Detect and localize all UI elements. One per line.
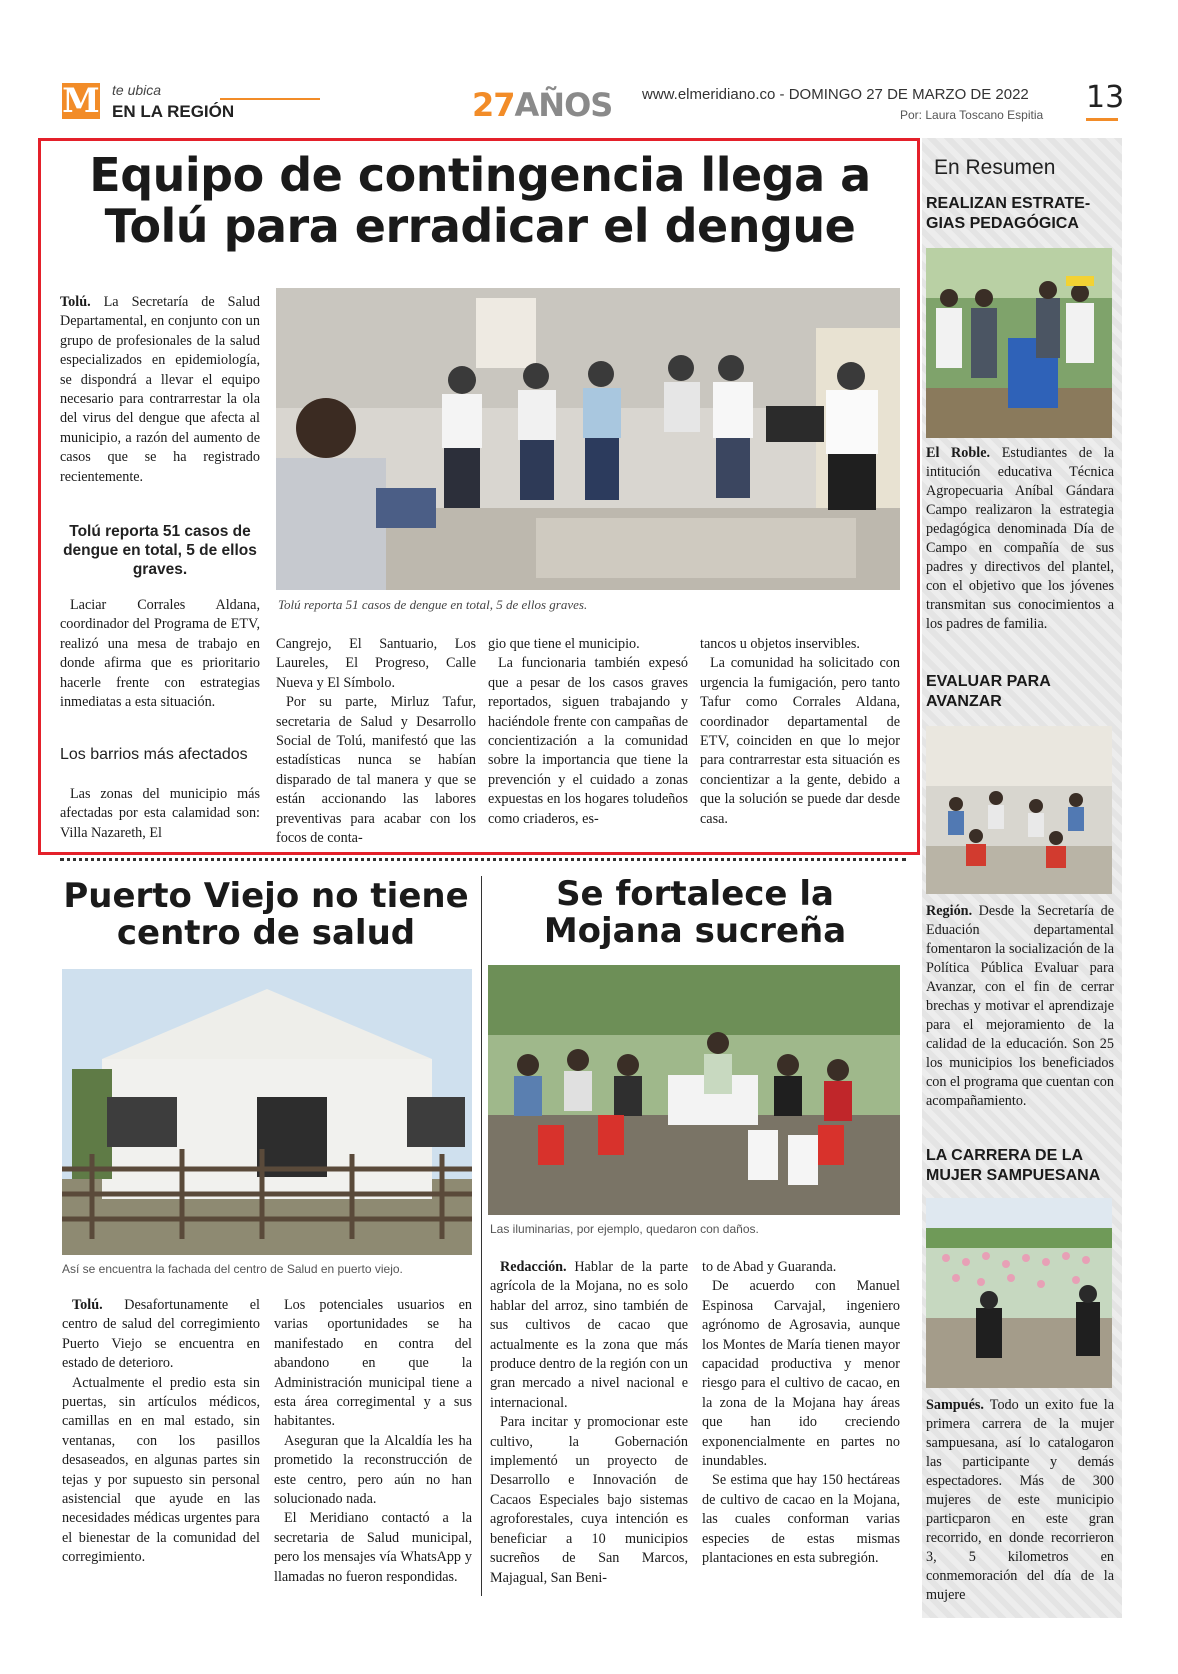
- mojana-paragraph-1: [490, 1258, 688, 1413]
- puerto-headline-line2: centro de salud: [116, 913, 416, 954]
- womens-race-illustration: [926, 1198, 1112, 1388]
- sidebar-item-3-heading: [926, 1146, 1116, 1186]
- sidebar-item-1-heading-line1: REALIZAN ESTRATE-: [926, 195, 1091, 212]
- puerto-col2: [274, 1296, 472, 1587]
- sidebar-item-3-photo: [926, 1198, 1112, 1388]
- byline: Por: Laura Toscano Espitia: [900, 108, 1044, 122]
- main-photo-caption: Tolú reporta 51 casos de dengue en total, 5 de ellos graves.: [278, 597, 588, 612]
- sidebar-item-3-heading-line2: MUJER SAMPUESANA: [926, 1167, 1101, 1184]
- pull-quote: Tolú reporta 51 casos de dengue en total, 5 de ellos graves.: [63, 523, 257, 578]
- puerto-paragraph-3: Los potenciales usuarios en varias oportunidades se ha manifestado en contra del abandono en que la Administración municipal tiene a esta área corregimental y a sus habitantes.: [274, 1297, 472, 1430]
- meeting-photo-illustration: [276, 288, 900, 590]
- sidebar-title: En Resumen: [934, 156, 1056, 179]
- section-divider: [60, 858, 906, 862]
- mojana-paragraph-2: Para incitar y promocionar este cultivo, la Gobernación implementó un proyecto de Desarrollo e Innovación de Cacaos Especiales bajo sistemas agroforestales, cuya intención es beneficiar a 10 municipios sucreños de San Marcos, Majagual, San Beni-: [490, 1414, 688, 1586]
- main-col4-text-2: La comunidad ha solicitado con urgencia la fumigación, pero tanto Tafur como Corrales Aldana, coordinador departamental de ETV, coinciden en que lo mejor para contrarrestar esta situación es concientizar a la gente, debido a que la solución se puede dar desde casa.: [700, 655, 900, 827]
- health-center-illustration: [62, 969, 472, 1255]
- main-col2-text-2: Por su parte, Mirluz Tafur, secretaria de Salud y Desarrollo Social de Tolú, manifestó que las estadísticas nunca se habían disparado de tal manera y que se están accionando las labores preventivas para acabar con los focos de conta-: [276, 694, 476, 847]
- main-story-col3: [488, 635, 688, 829]
- sidebar-item-3-heading-line1: LA CARRERA DE LA: [926, 1147, 1084, 1164]
- page-number: 13: [1086, 80, 1125, 115]
- column-rule: [481, 876, 482, 1596]
- sidebar-item-3-lead: Sampués.: [926, 1397, 984, 1413]
- puerto-text-1: Desafortunamente el centro de salud del corregimiento Puerto Viejo se encuentra en estado de deterioro.: [62, 1297, 260, 1372]
- page-number-rule: [1086, 118, 1118, 121]
- main-col3-text-2: La funcionaria también expesó que a pesar de los casos graves reportados, siguen trabajando y haciéndole frente con campañas de concientización a la comunidad sobre la importancia que tiene la prevención y el cuidado a zonas expuestas en los hogares toludeños como criaderos, es-: [488, 655, 688, 827]
- sidebar-item-2-lead: Región.: [926, 903, 973, 919]
- sidebar-item-2-photo: [926, 726, 1112, 894]
- farmers-meeting-illustration: [488, 965, 900, 1215]
- mojana-headline: [490, 876, 900, 951]
- sidebar-item-3-body: Todo un exito fue la primera carrera de la mujer sampuesana, así lo catalogaron las participante y demás espectadores. Más de 300 mujeres de este municipio particparon en este gran recorrido, en donde recorrieron 3, 5 kilometros en conmemoración del día de la mujere: [926, 1397, 1114, 1603]
- mojana-paragraph-4: De acuerdo con Manuel Espinosa Carvajal, ingeniero agrónomo de Agrosavia, aunque los Montes de María tienen mayor capacidad productiva y menor riesgo para el cultivo de cacao, en la zona de la Mojana hay áreas que han ido creciendo exponencialmente en partes no inundables.: [702, 1278, 900, 1470]
- main-story-col1: [60, 293, 260, 487]
- puerto-paragraph-1: [62, 1296, 260, 1374]
- main-paragraph-2: Laciar Corrales Aldana, coordinador del Programa de ETV, realizó una mesa de trabajo en donde afirma que es prioritario hacerle frente con estrategias inmediatas a esta situación.: [60, 597, 260, 711]
- mojana-photo-caption: Las iluminarias, por ejemplo, quedaron con daños.: [490, 1222, 759, 1236]
- mojana-headline-line2: Mojana sucreña: [543, 911, 847, 952]
- main-col3-text-1: gio que tiene el municipio.: [488, 636, 640, 652]
- sidebar-item-1-body: Estudiantes de la intitución educativa Técnica Agropecuaria Aníbal Gándara Campo realizaron la estrategia pedagógica denominada Día de Campo en compañía de sus padres y directivos del plantel, con el objetivo que los jóvenes transmitan sus conocimientos a los padres de familia.: [926, 445, 1115, 632]
- sidebar-item-2-heading-line1: EVALUAR PARA: [926, 673, 1051, 690]
- main-story-col1c: [60, 785, 260, 843]
- main-text-1: La Secretaría de Salud Departamental, en conjunto con un grupo de profesionales de la salud especializados en epidemiología, se dispondrá a llevar el equipo necesario para contrarrestar la ola del virus del dengue que afecta al municipio, a razón del aumento de casos que se ha registrado recientemente.: [60, 294, 260, 485]
- sidebar-item-1-photo: [926, 248, 1112, 438]
- mojana-headline-line1: Se fortalece la: [556, 874, 834, 914]
- sidebar-item-2-heading: [926, 672, 1116, 712]
- section-rule: [220, 98, 320, 100]
- sidebar-item-1-text: [926, 444, 1114, 634]
- anniversary-number: 27: [472, 86, 515, 124]
- mojana-paragraph-3: to de Abad y Guaranda.: [702, 1259, 837, 1275]
- mojana-col1: [490, 1258, 688, 1588]
- puerto-headline: [60, 878, 472, 953]
- main-lead: Tolú.: [60, 294, 91, 310]
- anniversary-logo: [472, 86, 612, 124]
- main-headline-line1: Equipo de contingencia llega a: [89, 148, 871, 202]
- sidebar-item-3-text: [926, 1396, 1114, 1605]
- main-paragraph-1: [60, 293, 260, 487]
- sidebar-item-1-heading: [926, 194, 1116, 234]
- anniversary-word: AÑOS: [514, 86, 613, 124]
- puerto-col1: [62, 1296, 260, 1568]
- sidebar-item-2-body: Desde la Secretaría de Eduación departamental fomentaron la socialización de la Política Pública Evaluar para Avanzar, con el fin de cerrar brechas y motivar el aprendizaje para el mejoramiento de la calidad de la educación. Son 25 los municipios los beneficiados con el programa que cuentan con acompañamiento.: [926, 903, 1115, 1109]
- classroom-meeting-illustration: [926, 726, 1112, 894]
- main-subhead: Los barrios más afectados: [60, 746, 248, 763]
- puerto-photo-caption: Así se encuentra la fachada del centro de Salud en puerto viejo.: [62, 1262, 403, 1276]
- main-story-col2: [276, 635, 476, 848]
- puerto-photo: [62, 969, 472, 1255]
- main-story-col4: [700, 635, 900, 829]
- main-paragraph-3: Las zonas del municipio más afectadas por esta calamidad son: Villa Nazareth, El: [60, 786, 260, 841]
- mojana-photo: [488, 965, 900, 1215]
- students-field-illustration: [926, 248, 1112, 438]
- sidebar-item-2-text: [926, 902, 1114, 1111]
- main-col2-text-1: Cangrejo, El Santuario, Los Laureles, El Progreso, Calle Nueva y El Símbolo.: [276, 636, 476, 691]
- main-col4-text-1: tancos u objetos inservibles.: [700, 636, 860, 652]
- main-headline-line2: Tolú para erradicar el dengue: [104, 198, 856, 253]
- puerto-paragraph-2: Actualmente el predio esta sin puertas, sin artículos médicos, camillas en en mal estado, sin ventanas, con los pasillos desaseados, en algunas partes sin tejas y por supuesto sin personal asistencial que ayude en las necesidades médicas urgentes para el bienestar de la comunidad del corregimiento.: [62, 1374, 260, 1566]
- main-photo: [276, 288, 900, 590]
- mojana-lead: Redacción.: [500, 1259, 567, 1275]
- section-title: EN LA REGIÓN: [112, 102, 235, 121]
- sidebar-item-1-heading-line2: GIAS PEDAGÓGICA: [926, 215, 1079, 232]
- main-headline: [60, 150, 900, 251]
- newspaper-logo: M: [62, 81, 100, 121]
- mojana-text-1: Hablar de la parte agrícola de la Mojana, no es solo hablar del arroz, sino también de sus cultivos de cacao que actualmente es la zona que más produce dentro de la región con un gran mercado a nivel nacional e internacional.: [490, 1259, 688, 1411]
- puerto-lead: Tolú.: [72, 1297, 103, 1313]
- sidebar-item-2-heading-line2: AVANZAR: [926, 693, 1002, 710]
- main-story-col1b: [60, 596, 260, 712]
- puerto-headline-line1: Puerto Viejo no tiene: [63, 876, 469, 916]
- dateline: www.elmeridiano.co - DOMINGO 27 DE MARZO DE 2022: [642, 86, 1029, 103]
- mojana-col2: [702, 1258, 900, 1569]
- mojana-paragraph-5: Se estima que hay 150 hectáreas de cultivo de cacao en la Mojana, las cuales conforman varias especies de estas mismas plantaciones en esta subregión.: [702, 1472, 900, 1567]
- section-kicker: te ubica: [112, 82, 162, 98]
- sidebar-item-1-lead: El Roble.: [926, 445, 991, 461]
- puerto-paragraph-5: El Meridiano contactó a la secretaria de Salud municipal, pero los mensajes vía WhatsApp y llamadas no fueron respondidas.: [274, 1510, 472, 1585]
- puerto-paragraph-4: Aseguran que la Alcaldía les ha prometido la reconstrucción de este centro, pero aún no han solucionado nada.: [274, 1432, 472, 1508]
